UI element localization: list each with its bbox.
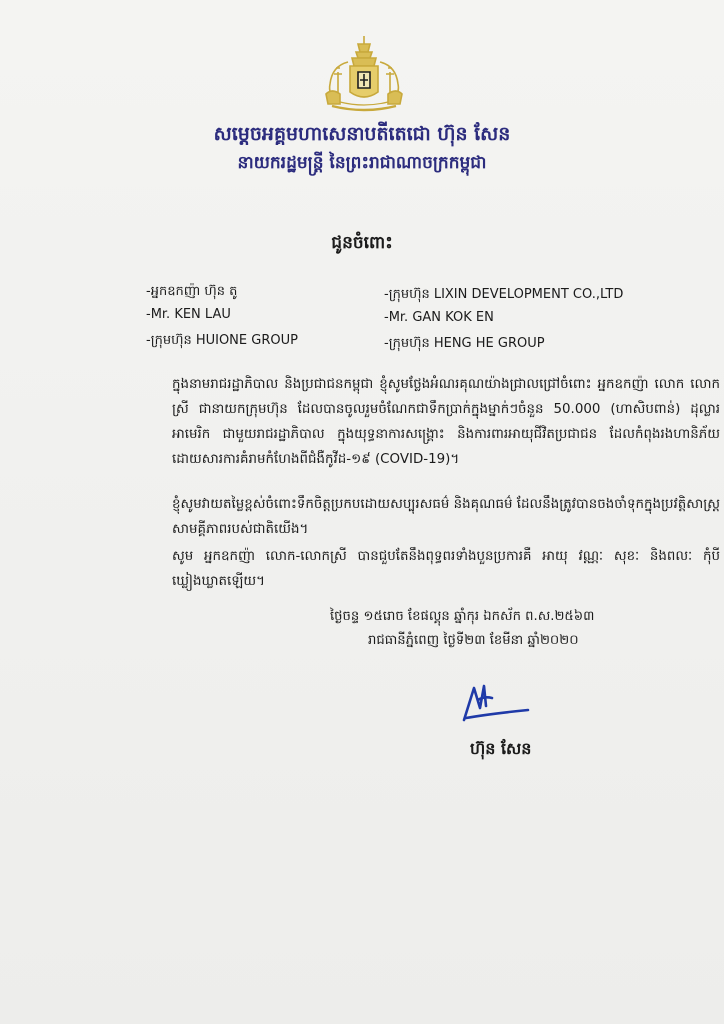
recipient-item: -ក្រុមហ៊ុន HENG HE GROUP bbox=[384, 336, 545, 351]
handwritten-signature-icon bbox=[458, 678, 530, 726]
recipient-item: -ក្រុមហ៊ុន HUIONE GROUP bbox=[146, 333, 298, 348]
lunar-date: ថ្ងៃចន្ទ ១៥រោច ខែផល្គុន ឆ្នាំកុរ ឯកស័ក ព.ស.២៥៦៣ bbox=[330, 609, 595, 624]
body-paragraph: ខ្ញុំសូមវាយតម្លៃខ្ពស់ចំពោះទឹកចិត្តប្រកបដោយសប្បុរសធម៌ និងគុណធម៌ ដែលនឹងត្រូវបានចងចាំទុកក្នុងប្រវត្តិសាស្ត្រសាមគ្គីភាពរបស់ជាតិយើង។ bbox=[172, 497, 720, 537]
signer-name: ហ៊ុន សែន bbox=[470, 739, 532, 758]
royal-coat-of-arms-icon bbox=[318, 32, 410, 112]
sender-line: សម្ដេចអគ្គមហាសេនាបតីតេជោ ហ៊ុន សែន bbox=[213, 123, 511, 145]
salutation: ជូនចំពោះ bbox=[331, 233, 393, 253]
sender-title: នាយករដ្ឋមន្ត្រី នៃព្រះរាជាណាចក្រកម្ពុជា bbox=[237, 153, 487, 173]
recipient-item: -Mr. KEN LAU bbox=[146, 307, 231, 322]
recipient-item: -អ្នកឧកញ៉ា ហ៊ុន តូ bbox=[146, 284, 238, 299]
recipient-item: -Mr. GAN KOK EN bbox=[384, 310, 494, 325]
body-paragraph: សូម អ្នកឧកញ៉ា លោក-លោកស្រី បានជួបតែនឹងពុទ្ធពរទាំងបួនប្រការគឺ អាយុ វណ្ណៈ សុខៈ និងពលៈ កុំបីឃ្លៀងឃ្លាតឡើយ។ bbox=[172, 549, 720, 589]
body-paragraph: ក្នុងនាមរាជរដ្ឋាភិបាល និងប្រជាជនកម្ពុជា ខ្ញុំសូមថ្លែងអំណរគុណយ៉ាងជ្រាលជ្រៅចំពោះ អ្នកឧកញ៉ា លោក លោកស្រី ជានាយកក្រុមហ៊ុន ដែលបានចូលរួមចំណែកជាទឹកប្រាក់ក្នុងម្នាក់ៗចំនួន 50.000 (ហាសិបពាន់) ដុល្លារអាមេរិក ជាមួយរាជរដ្ឋាភិបាល ក្នុងយុទ្ធនាការសង្គ្រោះ និងការពារអាយុជីវិតប្រជាជន ដែលកំពុងរងហានិភ័យដោយសារការគំរាមកំហែងពីជំងឺកូវីដ-១៩ (COVID-19)។ bbox=[172, 377, 720, 467]
solar-date: រាជធានីភ្នំពេញ ថ្ងៃទី២៣ ខែមីនា ឆ្នាំ២០២០ bbox=[368, 633, 579, 648]
recipient-item: -ក្រុមហ៊ុន LIXIN DEVELOPMENT CO.,LTD bbox=[384, 287, 624, 302]
